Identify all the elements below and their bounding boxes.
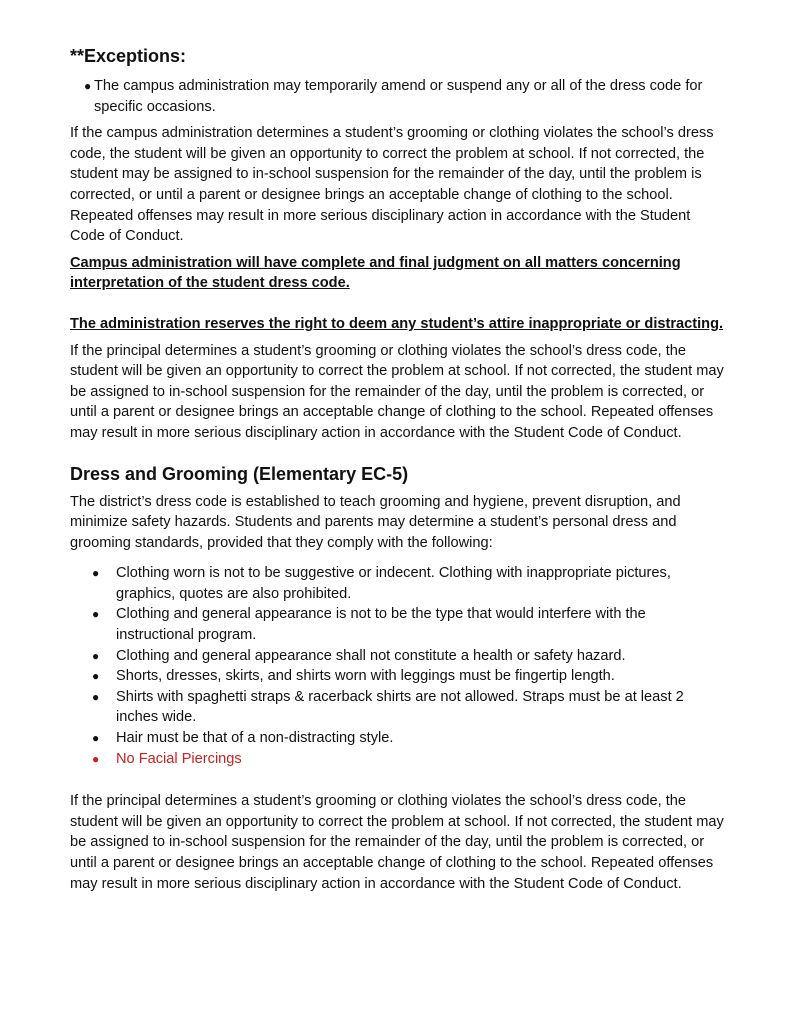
list-item xyxy=(70,666,726,687)
rule-text: Shirts with spaghetti straps & racerback shirts are not allowed. Straps must be at least 2 inches wide. xyxy=(116,688,684,726)
list-item xyxy=(70,646,726,667)
bullet-icon: ● xyxy=(84,79,92,93)
bullet-icon: ● xyxy=(92,607,100,622)
list-item xyxy=(70,604,726,645)
rule-text: Shorts, dresses, skirts, and shirts worn with leggings must be fingertip length. xyxy=(116,668,615,685)
exceptions-list xyxy=(70,76,726,117)
list-item xyxy=(70,76,726,117)
rule-text: Clothing and general appearance is not to be the type that would interfere with the instructional program. xyxy=(116,606,646,644)
list-item xyxy=(70,687,726,728)
bullet-icon: ● xyxy=(92,689,100,704)
list-item xyxy=(70,728,726,749)
list-item xyxy=(70,563,726,604)
bullet-icon: ● xyxy=(92,566,100,581)
bullet-icon: ● xyxy=(92,731,100,746)
bullet-icon: ● xyxy=(92,648,100,663)
section-heading-elementary: Dress and Grooming (Elementary EC-5) xyxy=(70,463,409,484)
rule-text: Clothing worn is not to be suggestive or indecent. Clothing with inappropriate pictures, graphics, quotes are also prohibited. xyxy=(116,565,671,602)
rule-text: Hair must be that of a non-distracting style. xyxy=(116,730,394,747)
bullet-icon: ● xyxy=(92,669,100,684)
bullet-icon: ● xyxy=(92,751,100,766)
elementary-rules-list xyxy=(70,563,726,769)
list-item xyxy=(70,749,726,770)
paragraph-elementary-intro: The district’s dress code is established to teach grooming and hygiene, prevent disruption, and minimize safety hazards. Students and parents may determine a student’s personal dress and grooming standards, provided that they comply with the following: xyxy=(70,493,681,551)
exceptions-bullet-text: The campus administration may temporarily amend or suspend any or all of the dress code for specific occasions. xyxy=(94,78,703,115)
notice-final-judgment: Campus administration will have complete and final judgment on all matters concerning interpretation of the student dress code. xyxy=(70,254,681,292)
exceptions-heading: **Exceptions: xyxy=(70,46,187,66)
rule-text: Clothing and general appearance shall not constitute a health or safety hazard. xyxy=(116,647,626,664)
notice-reserves-right: The administration reserves the right to deem any student’s attire inappropriate or distracting. xyxy=(70,315,724,332)
rule-text: No Facial Piercings xyxy=(116,750,242,767)
document-page xyxy=(70,44,726,900)
paragraph-principal: If the principal determines a student’s grooming or clothing violates the school’s dress code, the student will be given an opportunity to correct the problem at school. If not corrected, the student may be assigned to in-school suspension for the remainder of the day, until the problem is corrected, or until a parent or designee brings an acceptable change of clothing to the school. Repeated offenses may result in more serious disciplinary action in accordance with the Student Code of Conduct. xyxy=(70,342,724,441)
paragraph-campus-admin: If the campus administration determines a student’s grooming or clothing violates the school’s dress code, the student will be given an opportunity to correct the problem at school. If not corrected, the student may be assigned to in-school suspension for the remainder of the day, until the problem is corrected, or until a parent or designee brings an acceptable change of clothing to the school. Repeated offenses may result in more serious disciplinary action in accordance with the Student Code of Conduct. xyxy=(70,125,714,245)
paragraph-principal-elementary: If the principal determines a student’s grooming or clothing violates the school’s dress code, the student will be given an opportunity to correct the problem at school. If not corrected, the student may be assigned to in-school suspension for the remainder of the day, until the problem is corrected, or until a parent or designee brings an acceptable change of clothing to the school. Repeated offenses may result in more serious disciplinary action in accordance with the Student Code of Conduct. xyxy=(70,793,724,892)
